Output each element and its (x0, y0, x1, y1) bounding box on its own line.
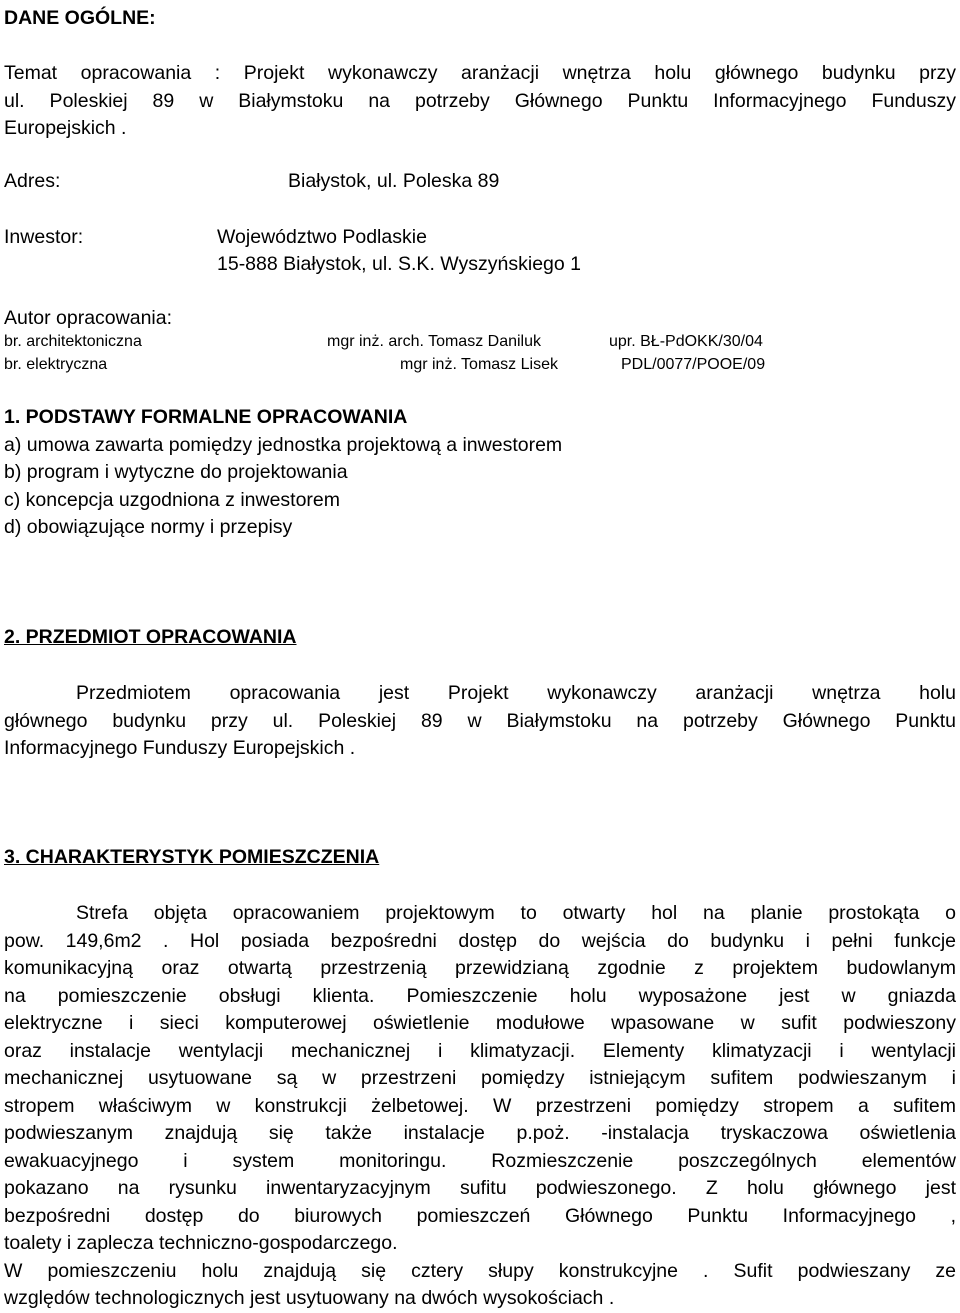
section2-heading: 2. PRZEDMIOT OPRACOWANIA (4, 626, 297, 648)
topic-line: ul. Poleskiej 89 w Białymstoku na potrzeby Głównego Punktu Informacyjnego Funduszy (4, 89, 956, 112)
section3-line: ewakuacyjnego i system monitoringu. Rozmieszczenie poszczególnych elementów (4, 1149, 956, 1172)
section3-line: oraz instalacje wentylacji mechanicznej i klimatyzacji. Elementy klimatyzacji i wentylacji (4, 1039, 956, 1062)
author-branch: br. elektryczna (4, 356, 108, 373)
section3-heading: 3. CHARAKTERYSTYK POMIESZCZENIA (4, 846, 380, 868)
section3-line: podwieszanym znajdują się także instalacje p.poż. -instalacja tryskaczowa oświetlenia (4, 1122, 956, 1144)
section3-line: mechanicznej usytuowane są w przestrzeni pomiędzy istniejącym sufitem podwieszanym i (4, 1067, 956, 1089)
section1-heading: 1. PODSTAWY FORMALNE OPRACOWANIA (4, 406, 408, 428)
topic-line: Europejskich . (4, 117, 127, 139)
section1-item: b) program i wytyczne do projektowania (4, 461, 348, 483)
section3-line: bezpośredni dostęp do biurowych pomieszczeń Głównego Punktu Informacyjnego , (4, 1204, 956, 1227)
section2-line: Informacyjnego Funduszy Europejskich . (4, 737, 356, 759)
section3-line: toalety i zaplecza techniczno-gospodarczego. (4, 1232, 398, 1254)
topic-line: Temat opracowania : Projekt wykonawczy aranżacji wnętrza holu głównego budynku przy (4, 62, 956, 84)
author-branch: br. architektoniczna (4, 333, 142, 350)
section3-line: W pomieszczeniu holu znajdują się cztery słupy konstrukcyjne . Sufit podwieszany ze (4, 1259, 956, 1282)
investor-label: Inwestor: (4, 226, 84, 248)
address-value: Białystok, ul. Poleska 89 (288, 170, 500, 192)
author-license: upr. BŁ-PdOKK/30/04 (609, 333, 763, 350)
section3-line: Strefa objęta opracowaniem projektowym to otwarty hol na planie prostokąta o (76, 902, 956, 924)
section3-line: na pomieszczenie obsługi klienta. Pomieszczenie holu wyposażone jest w gniazda (4, 984, 956, 1007)
section1-item: a) umowa zawarta pomiędzy jednostka projektową a inwestorem (4, 434, 563, 456)
section3-line: komunikacyjną oraz otwartą przestrzenią przewidzianą zgodnie z projektem budowlanym (4, 957, 956, 979)
author-name: mgr inż. Tomasz Lisek (400, 356, 558, 373)
address-label: Adres: (4, 170, 61, 192)
author-name: mgr inż. arch. Tomasz Daniluk (327, 333, 541, 350)
investor-name: Województwo Podlaskie (217, 226, 427, 248)
section3-line: pow. 149,6m2 . Hol posiada bezpośredni dostęp do wejścia do budynku i pełni funkcje (4, 929, 956, 952)
investor-address: 15-888 Białystok, ul. S.K. Wyszyńskiego 1 (217, 253, 581, 275)
section1-item: d) obowiązujące normy i przepisy (4, 516, 293, 538)
section3-line: stropem właściwym w konstrukcji żelbetowej. W przestrzeni pomiędzy stropem a sufitem (4, 1094, 956, 1117)
author-license: PDL/0077/POOE/09 (621, 356, 766, 373)
section2-line: głównego budynku przy ul. Poleskiej 89 w Białymstoku na potrzeby Głównego Punktu (4, 709, 956, 732)
section3-line: pokazano na rysunku inwentaryzacyjnym sufitu podwieszonego. Z holu głównego jest (4, 1177, 956, 1199)
section3-paragraph (4, 900, 956, 1313)
section2-line: Przedmiotem opracowania jest Projekt wykonawczy aranżacji wnętrza holu (76, 682, 956, 704)
authors-label: Autor opracowania: (4, 307, 173, 329)
section3-line: elektryczne i sieci komputerowej oświetlenie modułowe wpasowane w sufit podwieszony (4, 1012, 956, 1034)
section2-paragraph (4, 680, 956, 763)
section1-item: c) koncepcja uzgodniona z inwestorem (4, 489, 341, 511)
topic-paragraph (4, 60, 956, 143)
general-heading: DANE OGÓLNE: (4, 7, 156, 29)
section3-line: względów technologicznych jest usytuowany na dwóch wysokościach . (4, 1287, 615, 1309)
